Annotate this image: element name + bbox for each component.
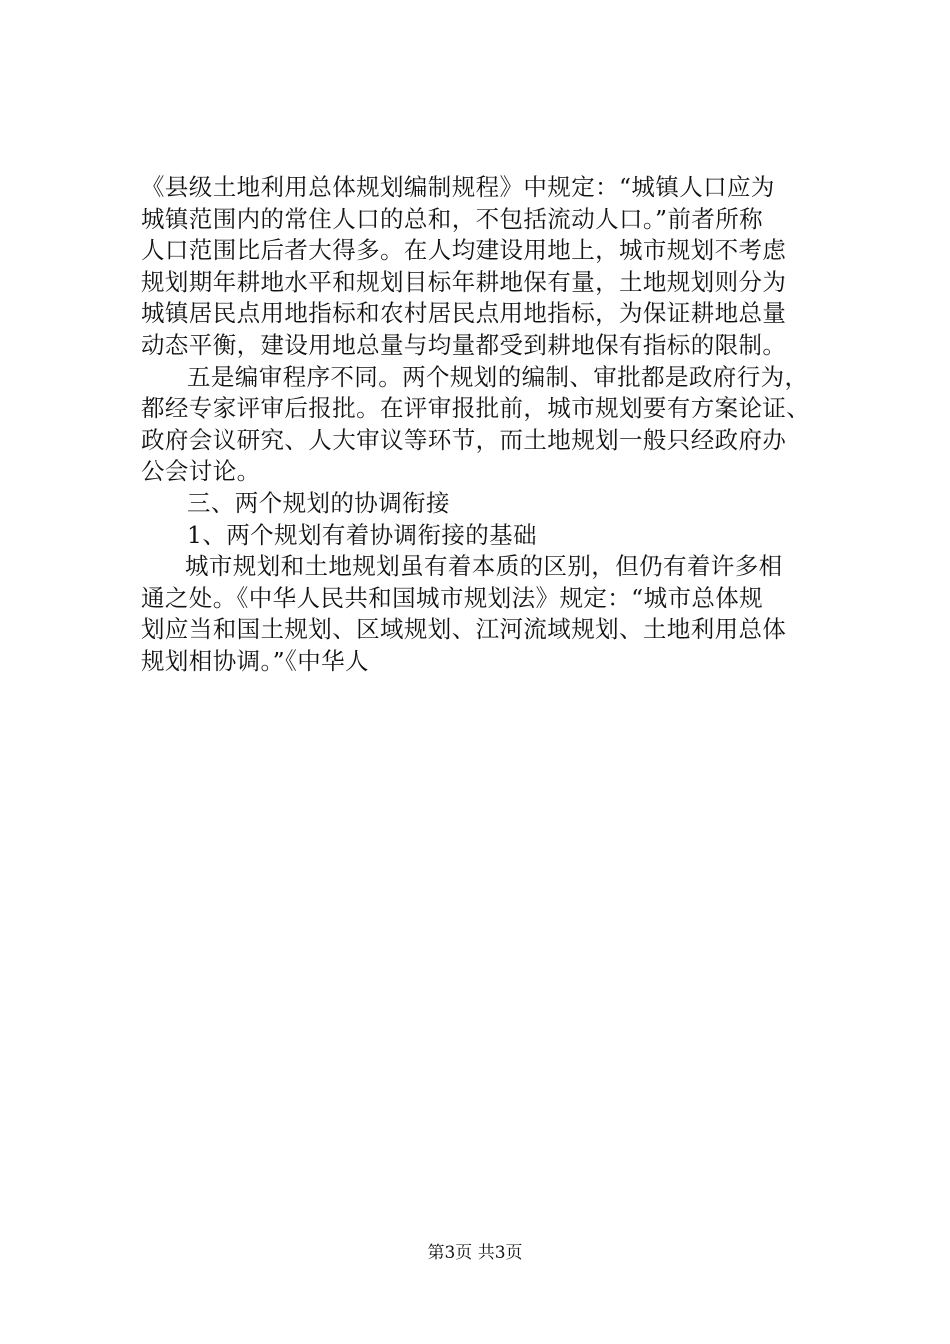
text-line: 城镇范围内的常住人口的总和，不包括流动人口。”前者所称 — [141, 204, 764, 233]
text-line: 政府会议研究、人大审议等环节，而土地规划一般只经政府办 — [141, 425, 787, 454]
text-line: 规划期年耕地水平和规划目标年耕地保有量，土地规划则分为 — [141, 267, 787, 296]
text-line: 都经专家评审后报批。在评审报批前，城市规划要有方案论证、 — [141, 394, 811, 423]
text-line: 通之处。《中华人民共和国城市规划法》规定：“城市总体规 — [141, 583, 764, 612]
page-number-footer: 第3页 共3页 — [427, 1243, 523, 1263]
paragraph-first-line: 城市规划和土地规划虽有着本质的区别，但仍有着许多相 — [185, 552, 783, 581]
paragraph-first-line: 五是编审程序不同。两个规划的编制、审批都是政府行为， — [187, 362, 809, 391]
section-heading: 三、两个规划的协调衔接 — [187, 488, 450, 517]
document-body — [141, 172, 841, 678]
text-line: 规划相协调。”《中华人 — [141, 646, 369, 675]
text-line: 《县级土地利用总体规划编制规程》中规定：“城镇人口应为 — [141, 173, 775, 201]
text-line: 动态平衡，建设用地总量与均量都受到耕地保有指标的限制。 — [141, 330, 787, 359]
text-line: 划应当和国土规划、区域规划、江河流域规划、土地利用总体 — [141, 615, 787, 644]
subsection-heading: 1、两个规划有着协调衔接的基础 — [187, 520, 537, 549]
text-line: 公会讨论。 — [141, 457, 261, 486]
text-line: 城镇居民点用地指标和农村居民点用地指标，为保证耕地总量 — [141, 299, 787, 328]
text-line: 人口范围比后者大得多。在人均建设用地上，城市规划不考虑 — [141, 236, 787, 265]
